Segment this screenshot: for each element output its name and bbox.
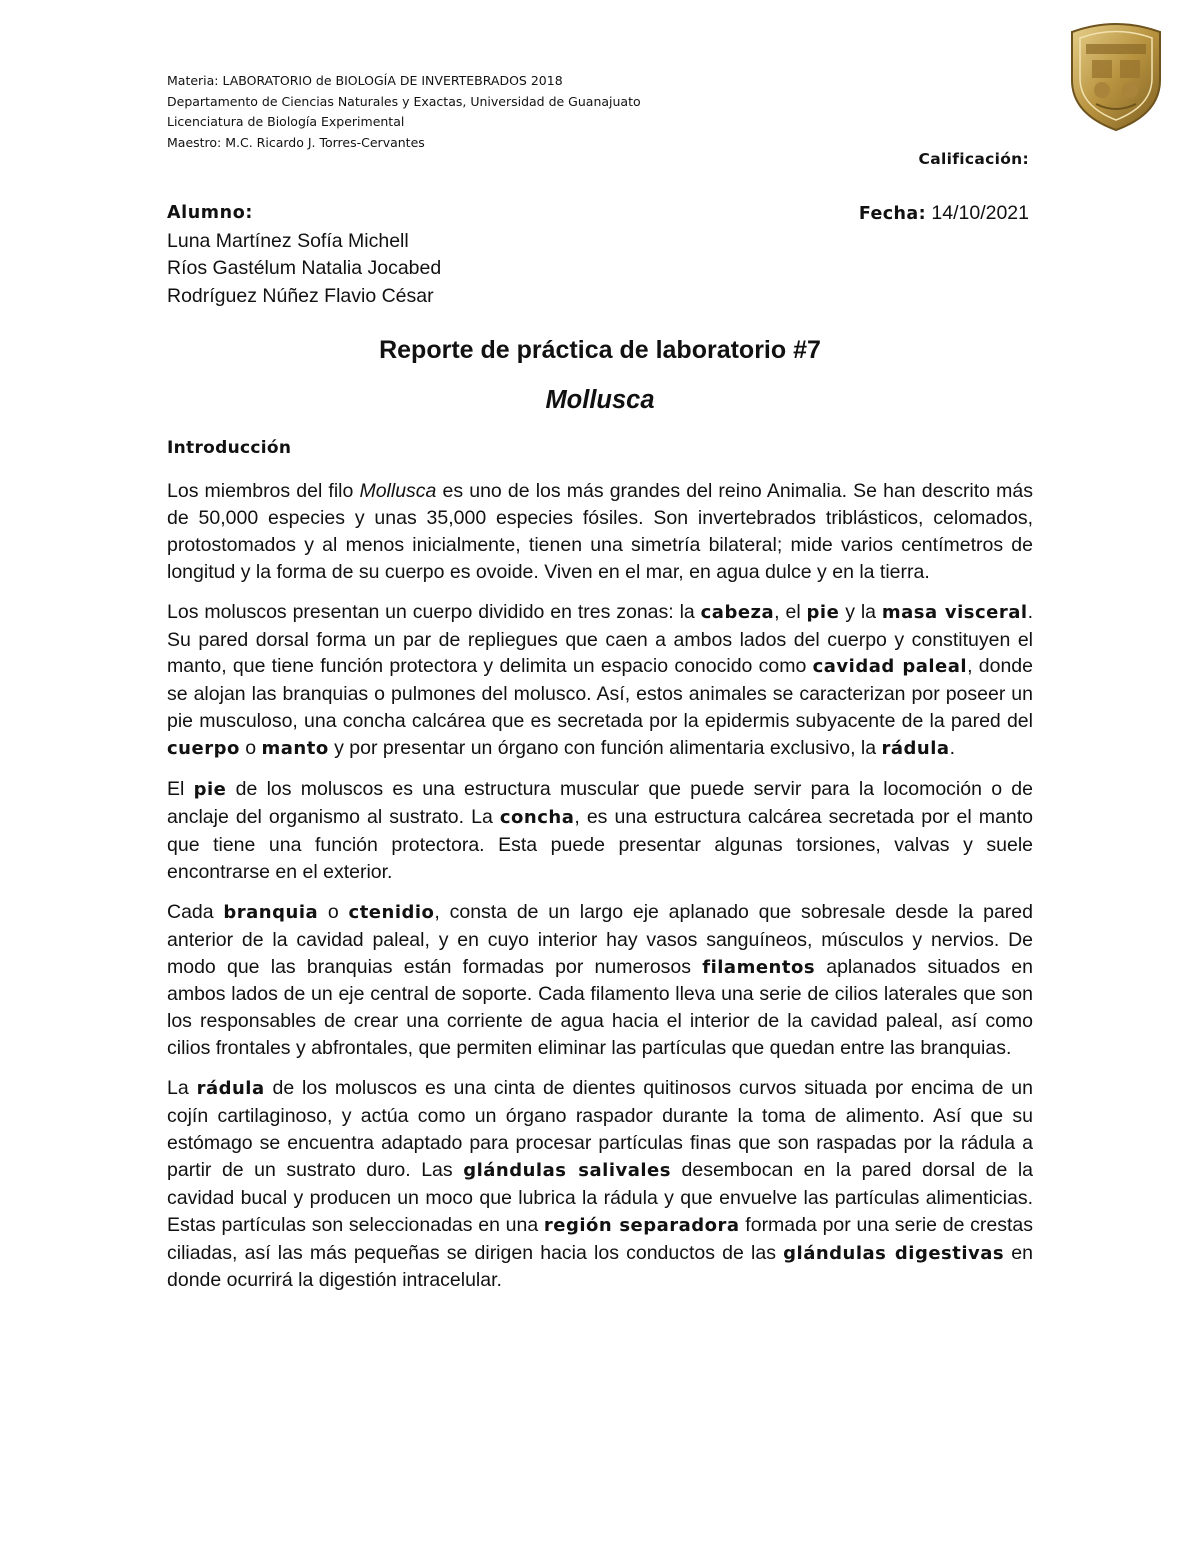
paragraph-text: Los miembros del filo (167, 480, 360, 502)
date-block (859, 200, 1029, 229)
program-line: Licenciatura de Biología Experimental (167, 114, 405, 129)
bold-term: pie (193, 779, 227, 801)
bold-term: cuerpo (167, 738, 240, 760)
body-paragraph (167, 776, 1033, 886)
course-line: Materia: LABORATORIO de BIOLOGÍA DE INVERTEBRADOS 2018 (167, 73, 563, 88)
paragraph-text: y la (839, 600, 882, 623)
bold-term: concha (499, 806, 575, 828)
university-seal-icon (1066, 14, 1166, 134)
paragraph-text: , el (774, 600, 807, 623)
bold-term: manto (261, 738, 329, 760)
date-label: Fecha: (858, 204, 926, 224)
student-name: Rodríguez Núñez Flavio César (167, 284, 434, 307)
grade-label: Calificación: (918, 150, 1029, 168)
paragraph-text: . Su pared dorsal forma un par de repliegues que caen a ambos lados del cuerpo y constituyen el manto, que tiene función protectora y delimita un espacio conocido como (167, 600, 1033, 678)
students-block (167, 200, 441, 310)
paragraph-text: , es una estructura calcárea secretada por el manto que tiene una función protectora. Esta puede presentar algunas torsiones, valvas y suele encontrarse en el exterior. (167, 805, 1033, 883)
student-name: Luna Martínez Sofía Michell (167, 229, 409, 252)
bold-term: masa visceral (881, 601, 1028, 623)
bold-term: branquia (223, 901, 319, 923)
italic-term: Mollusca (359, 480, 437, 502)
paragraph-text: de los moluscos es una estructura muscular que puede servir para la locomoción o de anclaje del organismo al sustrato. La (167, 778, 1033, 828)
paragraph-text: La (167, 1077, 197, 1100)
body-paragraph (167, 1075, 1033, 1294)
student-name: Ríos Gastélum Natalia Jocabed (167, 257, 442, 279)
report-subtitle: Mollusca (545, 386, 655, 414)
department-line: Departamento de Ciencias Naturales y Exactas, Universidad de Guanajuato (167, 93, 641, 109)
paragraph-text: , consta de un largo eje aplanado que sobresale desde la pared anterior de la cavidad paleal, y en cuyo interior hay vasos sanguíneos, músculos y nervios. De modo que las branquias están formadas por numerosos (167, 900, 1033, 978)
paragraph-text: desembocan en la pared dorsal de la cavidad bucal y producen un moco que lubrica la rádula y que envuelve las partículas alimenticias. Estas partículas son seleccionadas en una (167, 1158, 1033, 1236)
date-value: 14/10/2021 (925, 202, 1029, 224)
report-title: Reporte de práctica de laboratorio #7 (379, 336, 821, 364)
introduction-body (167, 478, 1033, 1307)
students-label: Alumno: (167, 203, 253, 223)
paragraph-text: o (239, 737, 262, 760)
bold-term: filamentos (702, 956, 816, 978)
body-paragraph (167, 478, 1033, 586)
body-paragraph (167, 599, 1033, 763)
header-metadata (167, 71, 641, 153)
paragraph-text: de los moluscos es una cinta de dientes quitinosos curvos situada por encima de un cojín cartilaginoso, y actúa como un órgano raspador durante la toma de alimento. Así que su estómago se encuentra adaptado para procesar partículas finas que son raspadas por la rádula a partir de un sustrato duro. Las (167, 1077, 1033, 1181)
bold-term: ctenidio (348, 901, 435, 923)
bold-term: rádula (196, 1078, 265, 1100)
bold-term: glándulas digestivas (783, 1242, 1005, 1264)
paragraph-text: es uno de los más grandes del reino Animalia. Se han descrito más de 50,000 especies y unas 35,000 especies fósiles. Son invertebrados triblásticos, celomados, protostomados y al menos inicialmente, tienen una simetría bilateral; mide varios centímetros de longitud y la forma de su cuerpo es ovoide. Viven en el mar, en agua dulce y en la tierra. (167, 480, 1033, 583)
paragraph-text: Cada (167, 900, 224, 923)
paragraph-text: en donde ocurrirá la digestión intracelular. (167, 1241, 1034, 1292)
paragraph-text: aplanados situados en ambos lados de un eje central de soporte. Cada filamento lleva una serie de cilios laterales que son los responsables de crear una corriente de agua hacia el interior de la cavidad paleal, así como cilios frontales y abfrontales, que permiten eliminar las partículas que quedan entre las branquias. (167, 955, 1033, 1060)
section-heading: Introducción (167, 438, 292, 458)
paragraph-text: . (949, 737, 955, 760)
paragraph-text: Los moluscos presentan un cuerpo dividido en tres zonas: la (167, 600, 701, 623)
paragraph-text: o (318, 900, 349, 923)
paragraph-text: El (167, 778, 194, 801)
paragraph-text: formada por una serie de crestas ciliadas, así las más pequeñas se dirigen hacia los conductos de las (167, 1213, 1033, 1264)
bold-term: rádula (881, 738, 950, 760)
teacher-line: Maestro: M.C. Ricardo J. Torres-Cervantes (167, 134, 425, 150)
bold-term: pie (806, 601, 840, 623)
body-paragraph (167, 899, 1033, 1062)
bold-term: cabeza (700, 601, 775, 623)
bold-term: región separadora (543, 1214, 740, 1236)
paragraph-text: , donde se alojan las branquias o pulmones del molusco. Así, estos animales se caracterizan por poseer un pie musculoso, una concha calcárea que es secretada por la epidermis subyacente de la pared del (167, 655, 1034, 733)
paragraph-text: y por presentar un órgano con función alimentaria exclusivo, la (328, 737, 882, 760)
bold-term: cavidad paleal (812, 656, 968, 678)
bold-term: glándulas salivales (463, 1159, 671, 1181)
